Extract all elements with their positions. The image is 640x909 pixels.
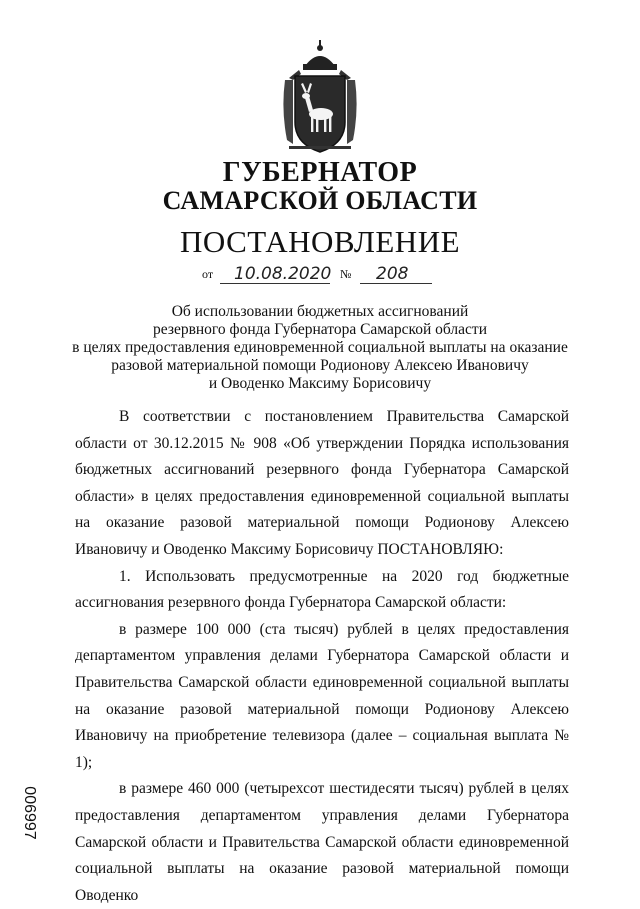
number-label: №: [340, 267, 352, 281]
body-paragraph-4: в размере 460 000 (четырехсот шестидесяти тысяч) рублей в целях предоставления департаментом управления делами Губернатора Самарской области и Правительства Самарской области единовременной социальной выплаты на оказание разовой материальной помощи Оводенко: [75, 780, 569, 904]
body-paragraph-3: в размере 100 000 (ста тысяч) рублей в целях предоставления департаментом управления делами Губернатора Самарской области и Правительства Самарской области единовременной социальной выплаты на оказание разовой материальной помощи Родионову Алексею Ивановичу на приобретение телевизора (далее – социальная выплата № 1);: [75, 620, 569, 771]
coat-of-arms-emblem-icon: [279, 40, 361, 156]
document-subject: [70, 303, 570, 393]
document-date-number-line: [200, 264, 440, 286]
stamp-number: 006997: [21, 786, 38, 840]
date-label: от: [202, 267, 214, 281]
date-value-handwritten: 10.08.2020: [234, 264, 332, 284]
body-paragraph-1: В соответствии с постановлением Правительства Самарской области от 30.12.2015 № 908 «Об утверждении Порядка использования бюджетных ассигнований резервного фонда Губернатора Самарской области» в целях предоставления единовременной социальной выплаты на оказание разовой материальной помощи Родионову Алексею Ивановичу и Оводенко Максиму Борисовичу ПОСТАНОВЛЯЮ:: [75, 408, 569, 558]
subject-text: Об использовании бюджетных ассигнований резервного фонда Губернатора Самарской области в целях предоставления единовременной социальной выплаты на оказание разовой материальной помощи Родионову Алексею Ивановичу и Оводенко Максиму Борисовичу: [72, 303, 568, 392]
document-body: [75, 404, 569, 909]
issuer-title-line1: ГУБЕРНАТОР: [222, 157, 418, 188]
document-type-title: ПОСТАНОВЛЕНИЕ: [179, 224, 461, 259]
body-paragraph-2: 1. Использовать предусмотренные на 2020 год бюджетные ассигнования резервного фонда Губернатора Самарской области:: [75, 567, 569, 612]
number-value-handwritten: 208: [376, 264, 409, 284]
issuer-title-line2: САМАРСКОЙ ОБЛАСТИ: [162, 186, 478, 215]
registration-stamp: [14, 768, 44, 858]
